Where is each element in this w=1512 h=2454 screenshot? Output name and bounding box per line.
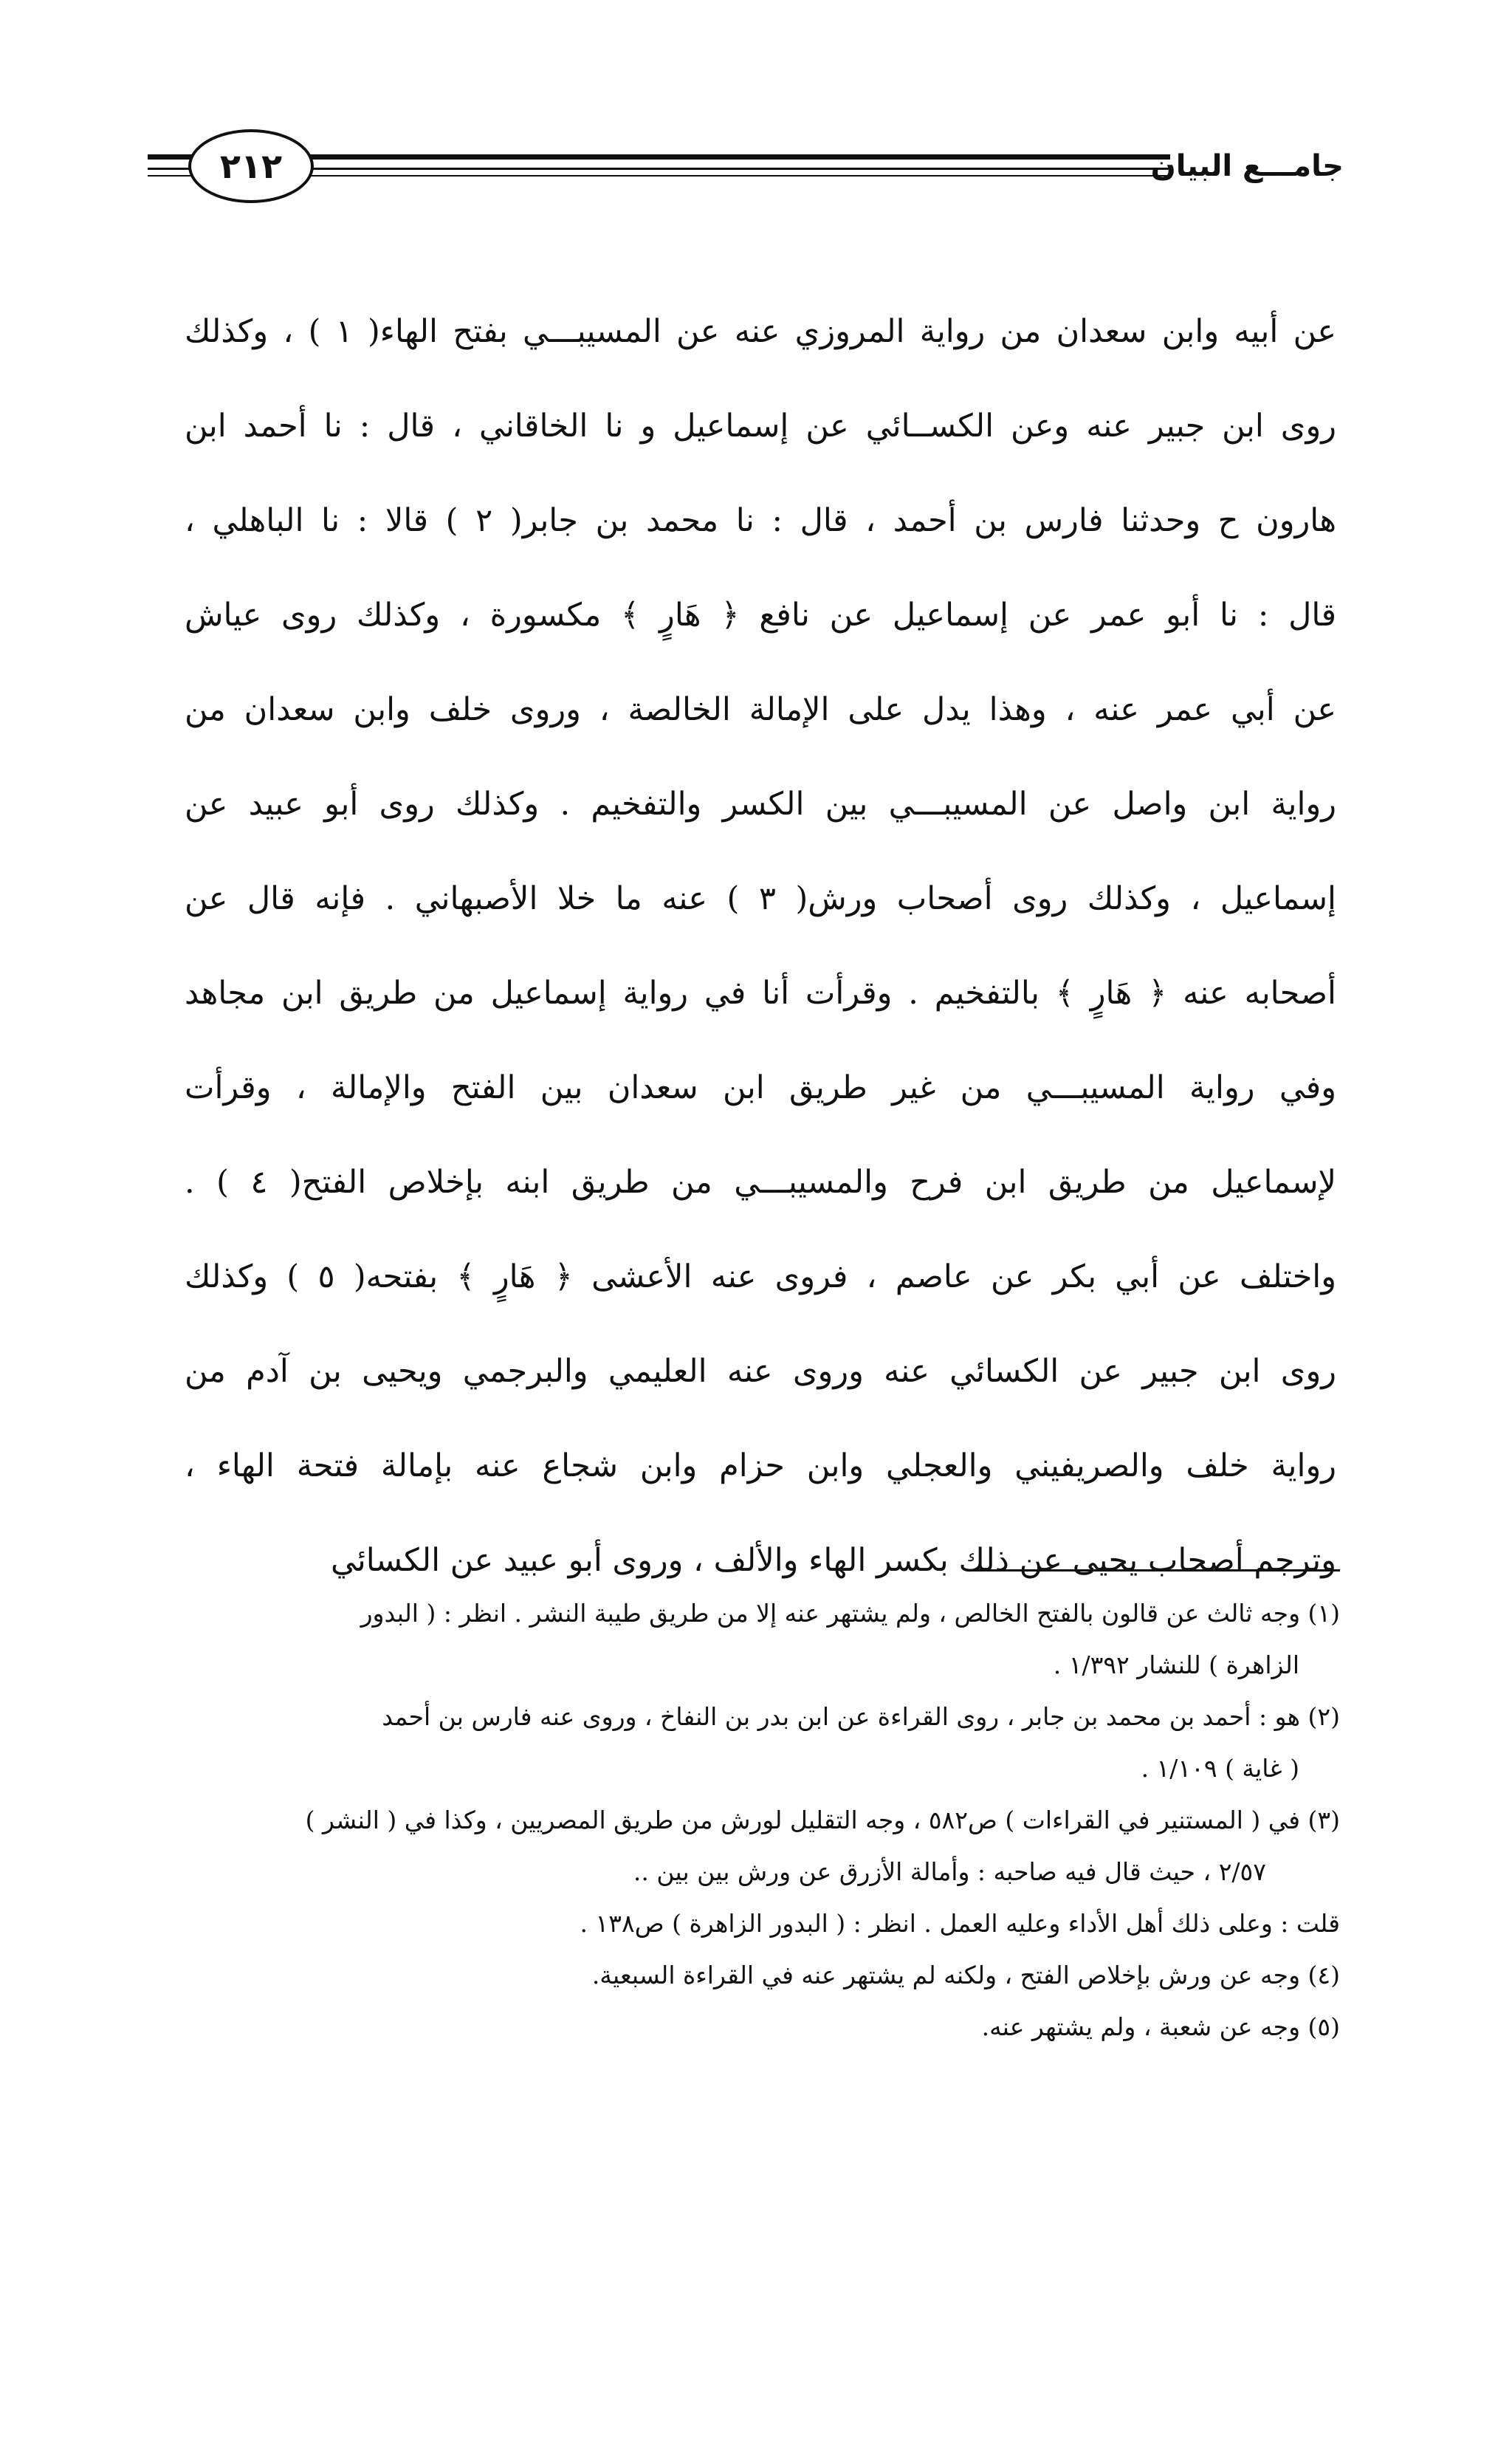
body-line: أصحابه عنه ﴿ هَارٍ ﴾ بالتفخيم . وقرأت أنا في رواية إسماعيل من طريق ابن مجاهد bbox=[185, 975, 1336, 1012]
body-line: لإسماعيل من طريق ابن فرح والمسيبـــي من طريق ابنه بإخلاص الفتح( ٤ ) . bbox=[185, 1164, 1336, 1201]
header-rule-thick bbox=[295, 154, 1170, 160]
footnote-3: (٣) في ( المستنير في القراءات ) ص٥٨٢ ، وجه التقليل لورش من طريق المصريين ، وكذا في ( النشر ) bbox=[305, 1806, 1340, 1834]
footnote-1: (١) وجه ثالث عن قالون بالفتح الخالص ، ولم يشتهر عنه إلا من طريق طيبة النشر . انظر : ( البدور bbox=[360, 1599, 1340, 1628]
body-line: روى ابن جبير عنه وعن الكســائي عن إسماعيل و نا الخاقاني ، قال : نا أحمد ابن bbox=[185, 408, 1336, 445]
footnote-3-cont: ٢/٥٧ ، حيث قال فيه صاحبه : وأمالة الأزرق عن ورش بين بين .. bbox=[633, 1857, 1266, 1886]
body-line: رواية ابن واصل عن المسيبـــي بين الكسر والتفخيم . وكذلك روى أبو عبيد عن bbox=[185, 786, 1336, 823]
body-line: عن أبيه وابن سعدان من رواية المروزي عنه عن المسيبـــي بفتح الهاء( ١ ) ، وكذلك bbox=[185, 313, 1336, 350]
footnote-separator bbox=[971, 1569, 1340, 1572]
body-text bbox=[185, 284, 1336, 1608]
header-rule-thin bbox=[295, 168, 1170, 170]
page-number: ٢١٢ bbox=[188, 129, 314, 203]
body-line: واختلف عن أبي بكر عن عاصم ، فروى عنه الأعشى ﴿ هَارٍ ﴾ بفتحه( ٥ ) وكذلك bbox=[185, 1258, 1336, 1295]
header-rule-thin-2 bbox=[295, 175, 1170, 176]
header-left-rule-thin bbox=[148, 168, 192, 170]
header-left-rule-thin-2 bbox=[148, 175, 192, 176]
header-left-rule-thick bbox=[148, 154, 192, 160]
footnote-4: (٤) وجه عن ورش بإخلاص الفتح ، ولكنه لم يشتهر عنه في القراءة السبعية. bbox=[591, 1961, 1340, 1989]
footnote-1-cont: الزاهرة ) للنشار ١/٣٩٢ . bbox=[1053, 1651, 1299, 1679]
footnote-3-note: قلت : وعلى ذلك أهل الأداء وعليه العمل . انظر : ( البدور الزاهرة ) ص١٣٨ . bbox=[580, 1909, 1340, 1938]
page-header bbox=[148, 129, 1344, 210]
footnote-2-cont: ( غاية ) ١/١٠٩ . bbox=[1141, 1754, 1299, 1783]
body-line: إسماعيل ، وكذلك روى أصحاب ورش( ٣ ) عنه ما خلا الأصبهاني . فإنه قال عن bbox=[185, 880, 1336, 917]
body-line: روى ابن جبير عن الكسائي عنه وروى عنه العليمي والبرجمي ويحيى بن آدم من bbox=[185, 1353, 1336, 1390]
body-line: رواية خلف والصريفيني والعجلي وابن حزام وابن شجاع عنه بإمالة فتحة الهاء ، bbox=[185, 1447, 1336, 1484]
footnote-5: (٥) وجه عن شعبة ، ولم يشتهر عنه. bbox=[981, 2012, 1340, 2041]
body-line: وفي رواية المسيبـــي من غير طريق ابن سعدان بين الفتح والإمالة ، وقرأت bbox=[185, 1069, 1336, 1106]
footnotes bbox=[173, 1588, 1340, 2053]
running-title: جامـــع البيان bbox=[1150, 149, 1344, 183]
body-line: قال : نا أبو عمر عن إسماعيل عن نافع ﴿ هَارٍ ﴾ مكسورة ، وكذلك روى عياش bbox=[185, 597, 1336, 634]
body-line: هارون ح وحدثنا فارس بن أحمد ، قال : نا محمد بن جابر( ٢ ) قالا : نا الباهلي ، bbox=[185, 502, 1336, 539]
footnote-2: (٢) هو : أحمد بن محمد بن جابر ، روى القراءة عن ابن بدر بن النفاخ ، وروى عنه فارس بن أحمد bbox=[382, 1702, 1340, 1731]
body-line: وترجم أصحاب يحيى عن ذلك بكسر الهاء والألف ، وروى أبو عبيد عن الكسائي bbox=[331, 1542, 1336, 1579]
body-line: عن أبي عمر عنه ، وهذا يدل على الإمالة الخالصة ، وروى خلف وابن سعدان من bbox=[185, 691, 1336, 728]
